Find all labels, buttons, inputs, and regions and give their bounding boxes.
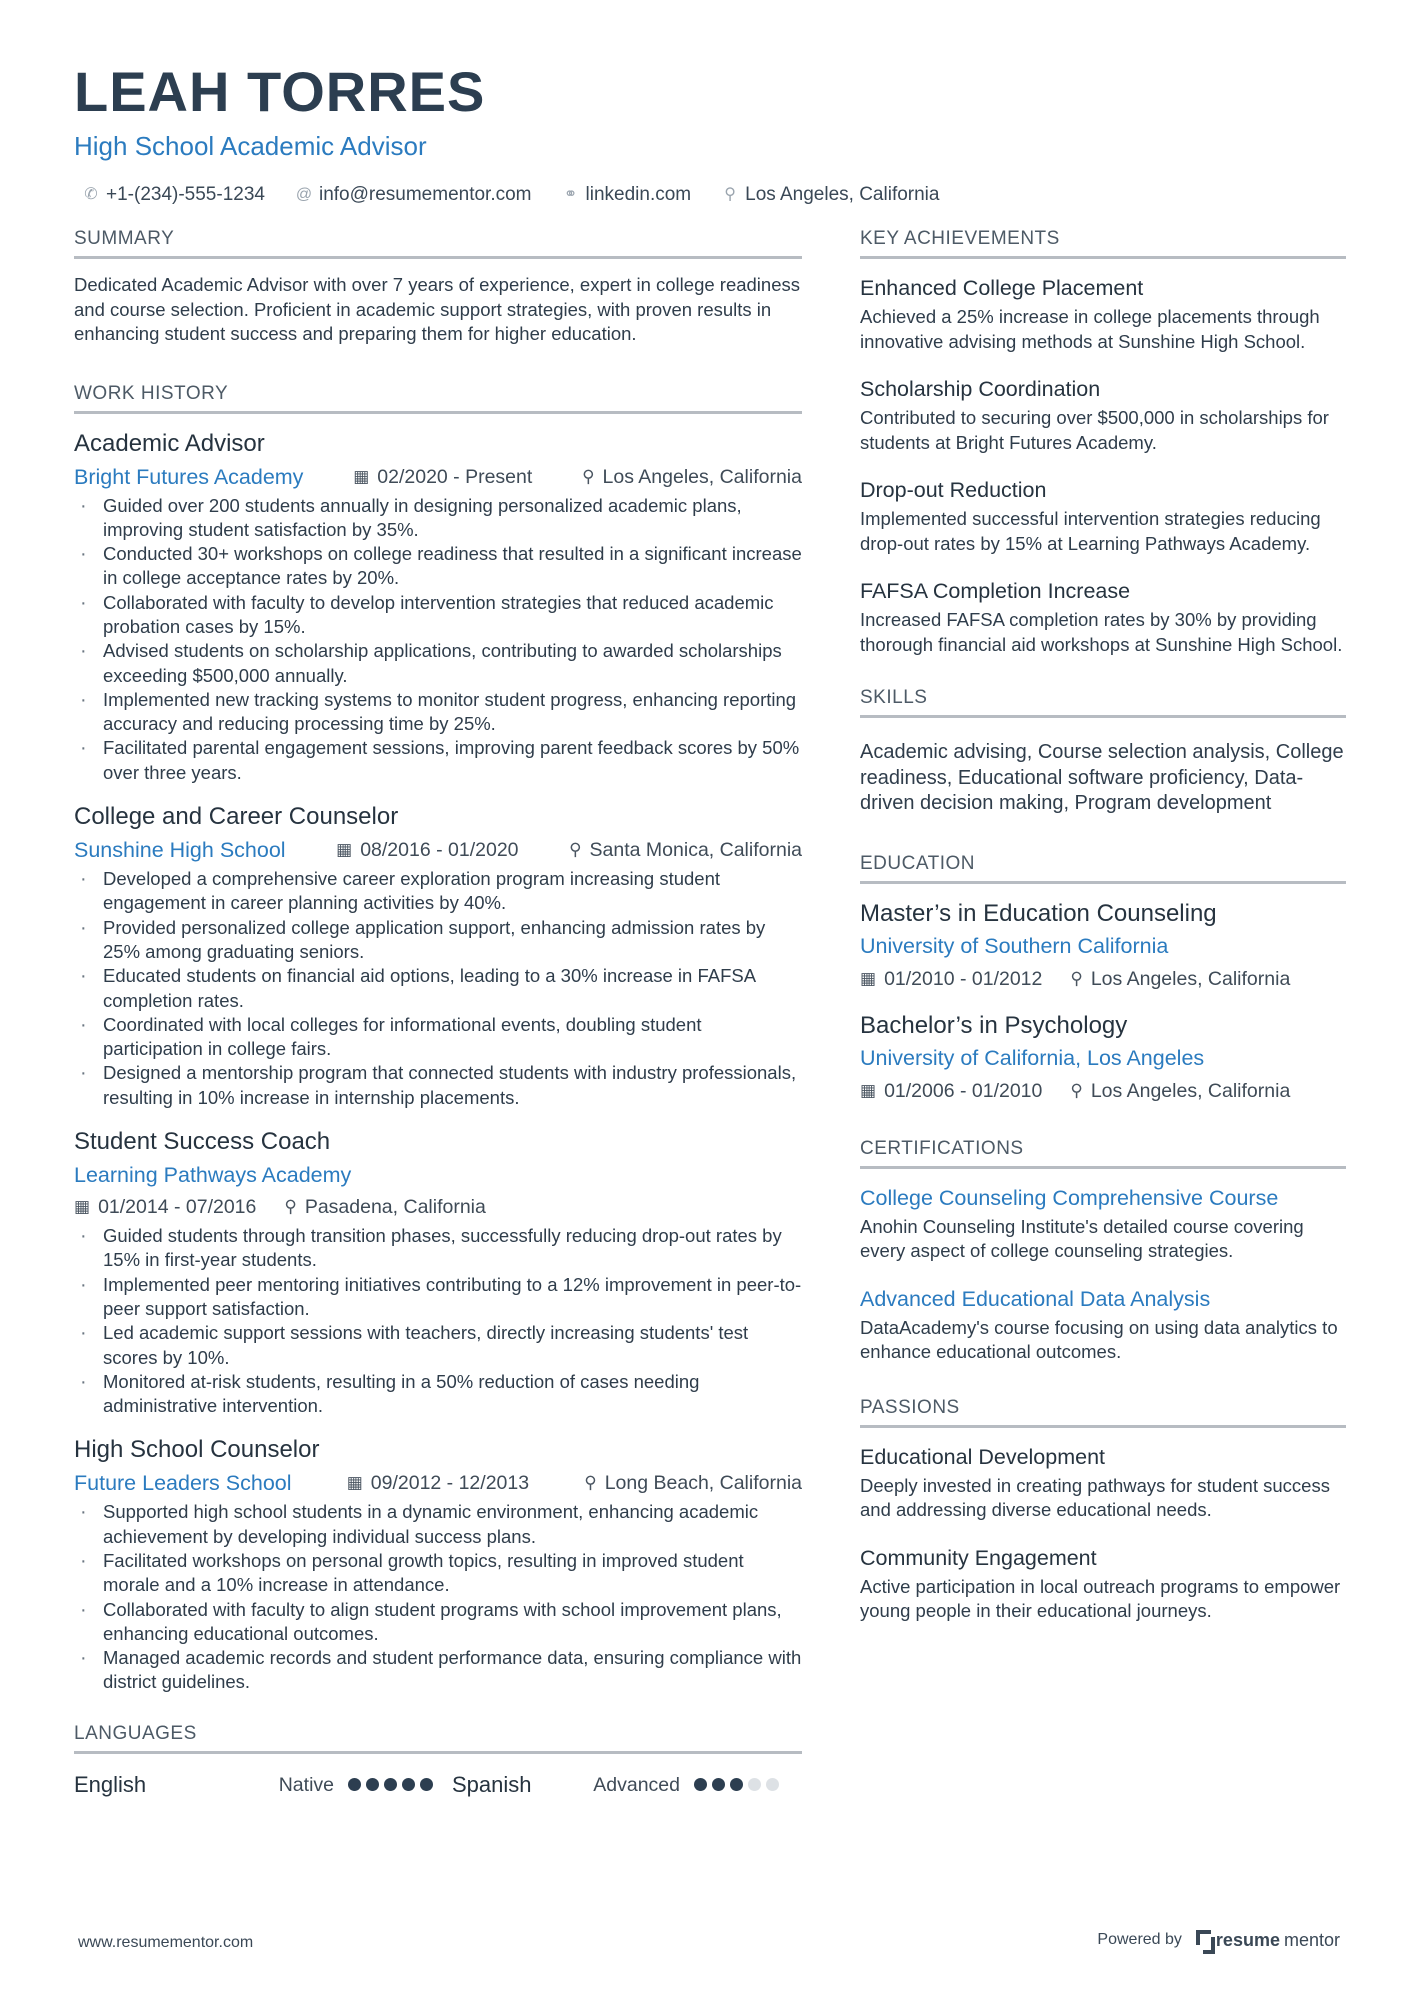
left-column bbox=[74, 226, 802, 1836]
education-degree: Master’s in Education Counseling bbox=[860, 899, 1217, 927]
brand-name-bold: resume bbox=[1215, 1930, 1280, 1950]
job-location-text: Pasadena, California bbox=[304, 1196, 486, 1219]
work-history-section bbox=[74, 381, 802, 1695]
contact-phone bbox=[82, 182, 265, 208]
job-bullet: · Designed a mentorship program that connected students with industry professionals, resulting in 10% increase in internship placements. bbox=[74, 1061, 802, 1110]
achievement-text: Achieved a 25% increase in college placements through innovative advising methods at Sunshine High School. bbox=[860, 306, 1320, 352]
job-bullet: · Conducted 30+ workshops on college readiness that resulted in a significant increase in college acceptance rates by 20%. bbox=[74, 542, 802, 591]
job-location bbox=[284, 1192, 486, 1222]
job-company: Sunshine High School bbox=[74, 838, 286, 863]
rating-dot-filled bbox=[420, 1778, 433, 1791]
location-pin-icon: ⚲ bbox=[584, 1473, 597, 1493]
job-location bbox=[582, 462, 802, 492]
calendar-icon: ▦ bbox=[860, 1080, 877, 1100]
achievement-item bbox=[860, 576, 1346, 657]
brand-name-light: mentor bbox=[1283, 1930, 1340, 1950]
job-dates-text: 08/2016 - 01/2020 bbox=[360, 839, 519, 862]
contact-bar bbox=[74, 182, 1344, 208]
location-pin-icon: ⚲ bbox=[284, 1197, 297, 1217]
job-bullet: · Developed a comprehensive career exploration program increasing student engagement in career planning activities by 40%. bbox=[74, 867, 802, 916]
job-entry bbox=[74, 1126, 802, 1418]
certification-text: DataAcademy's course focusing on using data analytics to enhance educational outcomes. bbox=[860, 1316, 1338, 1362]
certification-item bbox=[860, 1284, 1346, 1365]
education-meta bbox=[860, 1076, 1346, 1106]
languages-heading: LANGUAGES bbox=[74, 1721, 802, 1754]
education-meta bbox=[860, 964, 1346, 994]
achievement-text: Increased FAFSA completion rates by 30% by providing thorough financial aid workshops at Sunshine High School. bbox=[860, 609, 1343, 655]
job-bullet: · Managed academic records and student performance data, ensuring compliance with district guidelines. bbox=[74, 1646, 802, 1695]
language-rating bbox=[694, 1778, 779, 1791]
job-bullet: · Advised students on scholarship applications, contributing to awarded scholarships exceeding $500,000 annually. bbox=[74, 639, 802, 688]
passion-item bbox=[860, 1442, 1346, 1523]
education-location bbox=[1070, 964, 1290, 994]
language-level: Native bbox=[278, 1773, 334, 1796]
job-location bbox=[584, 1468, 802, 1498]
job-role: Academic Advisor bbox=[74, 429, 265, 457]
passion-text: Deeply invested in creating pathways for student success and addressing diverse educational needs. bbox=[860, 1474, 1330, 1520]
education-location bbox=[1070, 1076, 1290, 1106]
rating-dot-filled bbox=[712, 1778, 725, 1791]
calendar-icon: ▦ bbox=[74, 1197, 91, 1217]
rating-dot-filled bbox=[384, 1778, 397, 1791]
job-dates bbox=[336, 835, 518, 865]
right-column bbox=[860, 226, 1346, 1658]
education-heading: EDUCATION bbox=[860, 851, 1346, 884]
email-text: info@resumementor.com bbox=[318, 184, 532, 205]
linkedin-text: linkedin.com bbox=[585, 184, 692, 205]
language-name: English bbox=[74, 1771, 147, 1797]
job-company: Future Leaders School bbox=[74, 1471, 292, 1496]
job-bullet: · Implemented peer mentoring initiatives contributing to a 12% improvement in peer-to-peer support satisfaction. bbox=[74, 1273, 802, 1322]
achievements-heading: KEY ACHIEVEMENTS bbox=[860, 226, 1346, 259]
job-bullet: · Implemented new tracking systems to monitor student progress, enhancing reporting accuracy and reducing processing time by 25%. bbox=[74, 688, 802, 737]
job-bullet: · Supported high school students in a dynamic environment, enhancing academic achievement by developing individual success plans. bbox=[74, 1500, 802, 1549]
certifications-heading: CERTIFICATIONS bbox=[860, 1136, 1346, 1169]
achievement-text: Contributed to securing over $500,000 in scholarships for students at Bright Futures Academy. bbox=[860, 407, 1329, 453]
certification-title: Advanced Educational Data Analysis bbox=[860, 1286, 1211, 1311]
job-role: High School Counselor bbox=[74, 1436, 320, 1464]
location-pin-icon: ⚲ bbox=[1070, 1080, 1083, 1100]
job-bullet: · Educated students on financial aid options, leading to a 30% increase in FAFSA completion rates. bbox=[74, 964, 802, 1013]
education-section bbox=[860, 851, 1346, 1106]
job-company: Bright Futures Academy bbox=[74, 464, 304, 489]
job-location-text: Santa Monica, California bbox=[589, 839, 802, 862]
job-bullets bbox=[74, 1224, 802, 1418]
achievement-title: Scholarship Coordination bbox=[860, 377, 1101, 401]
job-dates bbox=[347, 1468, 529, 1498]
certification-item bbox=[860, 1183, 1346, 1264]
summary-heading: SUMMARY bbox=[74, 226, 802, 259]
passion-title: Educational Development bbox=[860, 1444, 1106, 1469]
achievements-section bbox=[860, 226, 1346, 657]
job-location-text: Long Beach, California bbox=[604, 1472, 802, 1495]
achievement-title: Drop-out Reduction bbox=[860, 478, 1047, 502]
job-dates bbox=[74, 1192, 256, 1222]
rating-dot-filled bbox=[694, 1778, 707, 1791]
job-entry bbox=[74, 428, 802, 786]
skills-heading: SKILLS bbox=[860, 685, 1346, 718]
location-pin-icon: ⚲ bbox=[724, 186, 736, 203]
achievement-title: Enhanced College Placement bbox=[860, 276, 1144, 300]
job-location-text: Los Angeles, California bbox=[602, 465, 802, 488]
job-role: Student Success Coach bbox=[74, 1128, 331, 1156]
education-item bbox=[860, 898, 1346, 994]
job-bullet: · Facilitated workshops on personal growth topics, resulting in improved student morale and a 10% increase in attendance. bbox=[74, 1549, 802, 1598]
certification-title: College Counseling Comprehensive Course bbox=[860, 1185, 1279, 1210]
education-location-text: Los Angeles, California bbox=[1090, 967, 1291, 990]
job-meta-second-line bbox=[74, 1192, 802, 1222]
job-dates-text: 09/2012 - 12/2013 bbox=[370, 1472, 530, 1495]
education-location-text: Los Angeles, California bbox=[1090, 1079, 1291, 1102]
education-dates bbox=[860, 1076, 1042, 1106]
education-item bbox=[860, 1010, 1346, 1106]
passions-section bbox=[860, 1395, 1346, 1624]
footer-branding bbox=[1097, 1928, 1340, 1952]
contact-linkedin[interactable] bbox=[562, 182, 692, 208]
contact-location bbox=[721, 182, 939, 208]
rating-dot-filled bbox=[366, 1778, 379, 1791]
education-dates-text: 01/2010 - 01/2012 bbox=[884, 967, 1043, 990]
skills-section bbox=[860, 685, 1346, 817]
rating-dot-filled bbox=[402, 1778, 415, 1791]
languages-row bbox=[74, 1768, 802, 1802]
education-school: University of California, Los Angeles bbox=[860, 1045, 1205, 1070]
summary-text: Dedicated Academic Advisor with over 7 years of experience, expert in college readiness and course selection. Proficient in academic support strategies, with proven results in enhancing student success and preparing them for higher education. bbox=[74, 274, 800, 344]
language-name: Spanish bbox=[452, 1771, 532, 1797]
work-history-heading: WORK HISTORY bbox=[74, 381, 802, 414]
candidate-title: High School Academic Advisor bbox=[74, 131, 427, 161]
rating-dot-empty bbox=[748, 1778, 761, 1791]
achievement-item bbox=[860, 273, 1346, 354]
summary-section bbox=[74, 226, 802, 347]
rating-dot-empty bbox=[766, 1778, 779, 1791]
language-rating bbox=[348, 1778, 438, 1791]
education-dates-text: 01/2006 - 01/2010 bbox=[884, 1079, 1043, 1102]
job-bullet: · Facilitated parental engagement sessions, improving parent feedback scores by 50% over three years. bbox=[74, 736, 802, 785]
job-meta bbox=[74, 462, 802, 492]
education-dates bbox=[860, 964, 1042, 994]
job-dates bbox=[353, 462, 532, 492]
job-bullet: · Guided students through transition phases, successfully reducing drop-out rates by 15% in first-year students. bbox=[74, 1224, 802, 1273]
resume-header bbox=[74, 58, 1344, 208]
job-bullet: · Coordinated with local colleges for informational events, doubling student participation in college fairs. bbox=[74, 1013, 802, 1062]
at-icon: @ bbox=[295, 186, 313, 203]
calendar-icon: ▦ bbox=[860, 968, 877, 988]
job-bullets bbox=[74, 867, 802, 1110]
certification-text: Anohin Counseling Institute's detailed course covering every aspect of college counseling strategies. bbox=[860, 1215, 1304, 1261]
job-entry bbox=[74, 1434, 802, 1694]
phone-text: +1-(234)-555-1234 bbox=[106, 184, 265, 205]
achievement-title: FAFSA Completion Increase bbox=[860, 579, 1131, 603]
job-bullets bbox=[74, 494, 802, 786]
rating-dot-filled bbox=[348, 1778, 361, 1791]
job-bullet: · Led academic support sessions with teachers, directly increasing students' test scores by 10%. bbox=[74, 1321, 802, 1370]
job-bullet: · Guided over 200 students annually in designing personalized academic plans, improving student satisfaction by 35%. bbox=[74, 494, 802, 543]
job-bullet: · Collaborated with faculty to develop intervention strategies that reduced academic probation cases by 15%. bbox=[74, 591, 802, 640]
skills-text: Academic advising, Course selection analysis, College readiness, Educational software proficiency, Data-driven decision making, Program development bbox=[860, 741, 1344, 814]
passion-text: Active participation in local outreach programs to empower young people in their educational journeys. bbox=[860, 1575, 1341, 1621]
language-level: Advanced bbox=[593, 1773, 680, 1796]
resumementor-logo-icon bbox=[1196, 1930, 1212, 1950]
location-pin-icon: ⚲ bbox=[1070, 968, 1083, 988]
education-school: University of Southern California bbox=[860, 933, 1169, 958]
passion-title: Community Engagement bbox=[860, 1545, 1097, 1570]
job-bullet: · Provided personalized college application support, enhancing admission rates by 25% among graduating seniors. bbox=[74, 916, 802, 965]
job-meta bbox=[74, 1468, 802, 1498]
passions-heading: PASSIONS bbox=[860, 1395, 1346, 1428]
job-location bbox=[569, 835, 802, 865]
candidate-name: LEAH TORRES bbox=[74, 60, 486, 123]
job-dates-text: 02/2020 - Present bbox=[377, 465, 533, 488]
certifications-section bbox=[860, 1136, 1346, 1365]
link-icon: ⚭ bbox=[563, 186, 578, 203]
job-company: Learning Pathways Academy bbox=[74, 1163, 352, 1188]
calendar-icon: ▦ bbox=[346, 1473, 363, 1493]
job-role: College and Career Counselor bbox=[74, 803, 399, 831]
contact-email[interactable] bbox=[295, 182, 532, 208]
job-meta bbox=[74, 1160, 802, 1190]
job-dates-text: 01/2014 - 07/2016 bbox=[98, 1196, 257, 1219]
brand-logo[interactable] bbox=[1196, 1928, 1340, 1952]
job-entry bbox=[74, 801, 802, 1110]
passion-item bbox=[860, 1543, 1346, 1624]
phone-icon: ✆ bbox=[84, 186, 98, 203]
rating-dot-filled bbox=[730, 1778, 743, 1791]
languages-section bbox=[74, 1721, 802, 1802]
job-bullets bbox=[74, 1500, 802, 1694]
calendar-icon: ▦ bbox=[336, 840, 353, 860]
calendar-icon: ▦ bbox=[353, 466, 370, 486]
powered-by-label: Powered by bbox=[1097, 1931, 1182, 1948]
achievement-item bbox=[860, 374, 1346, 455]
location-text: Los Angeles, California bbox=[745, 184, 940, 205]
education-degree: Bachelor’s in Psychology bbox=[860, 1011, 1128, 1039]
job-meta bbox=[74, 835, 802, 865]
job-bullet: · Monitored at-risk students, resulting in a 50% reduction of cases needing administrative intervention. bbox=[74, 1370, 802, 1419]
job-bullet: · Collaborated with faculty to align student programs with school improvement plans, enhancing educational outcomes. bbox=[74, 1598, 802, 1647]
location-pin-icon: ⚲ bbox=[569, 840, 582, 860]
location-pin-icon: ⚲ bbox=[582, 466, 595, 486]
achievement-text: Implemented successful intervention strategies reducing drop-out rates by 15% at Learning Pathways Academy. bbox=[860, 508, 1321, 554]
achievement-item bbox=[860, 475, 1346, 556]
footer-website[interactable]: www.resumementor.com bbox=[78, 1934, 254, 1951]
